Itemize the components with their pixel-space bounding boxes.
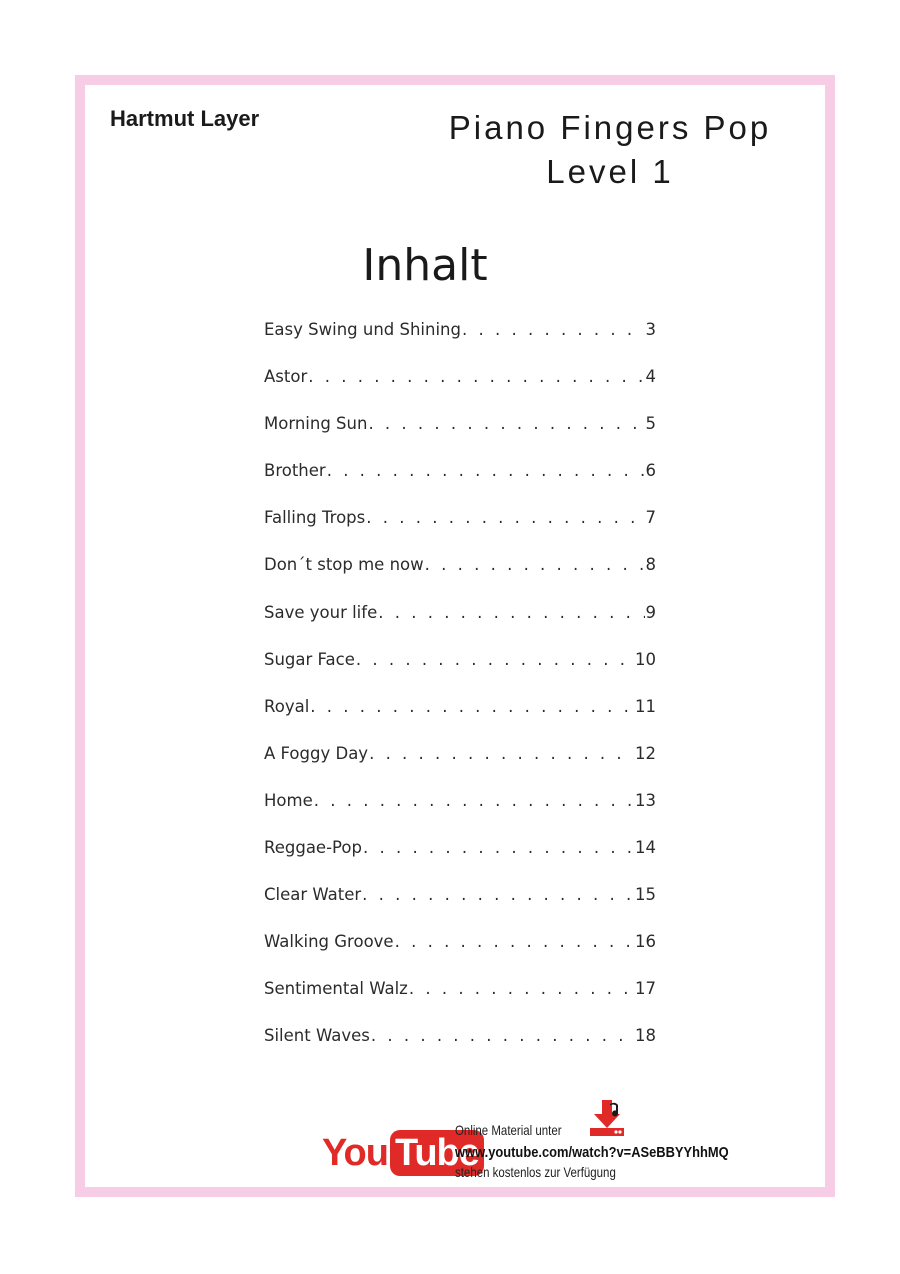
- toc-entry[interactable]: [264, 508, 656, 555]
- leader-dots: [310, 697, 634, 716]
- toc-heading: Inhalt: [362, 240, 488, 291]
- toc-entry-page: 11: [635, 696, 656, 716]
- toc-entry[interactable]: [264, 603, 656, 650]
- online-material-label: Online Material unter: [455, 1122, 562, 1138]
- leader-dots: [366, 508, 644, 527]
- toc-entry[interactable]: [264, 697, 656, 744]
- leader-dots: [362, 885, 634, 904]
- toc-entry-page: 4: [645, 367, 656, 387]
- toc-entry[interactable]: [264, 979, 656, 1026]
- toc-entry-title: Clear Water: [264, 885, 362, 905]
- leader-dots: [327, 461, 645, 480]
- toc-entry-title: Morning Sun: [264, 414, 368, 434]
- toc-entry-page: 9: [645, 602, 656, 622]
- free-availability-note: stehen kostenlos zur Verfügung: [455, 1164, 616, 1180]
- toc-entry-title: Silent Waves: [264, 1026, 370, 1046]
- title-line-2: Level 1: [546, 153, 674, 190]
- leader-dots: [314, 791, 634, 810]
- leader-dots: [308, 367, 644, 386]
- youtube-logo-tube: Tube: [390, 1130, 484, 1176]
- toc-entry[interactable]: [264, 744, 656, 791]
- toc-entry[interactable]: [264, 1026, 656, 1073]
- toc-entry-page: 12: [635, 743, 656, 763]
- toc-entry-title: Walking Groove: [264, 932, 394, 952]
- youtube-url-link[interactable]: www.youtube.com/watch?v=ASeBBYYhhMQ: [455, 1144, 729, 1161]
- toc-entry-title: Astor: [264, 367, 308, 387]
- toc-entry-page: 8: [645, 555, 656, 575]
- title-line-1: Piano Fingers Pop: [448, 109, 772, 146]
- leader-dots: [378, 603, 644, 622]
- toc-entry-page: 15: [635, 885, 656, 905]
- leader-dots: [368, 414, 644, 433]
- toc-entry-page: 3: [645, 320, 656, 339]
- table-of-contents: [264, 320, 656, 1074]
- toc-entry[interactable]: [264, 838, 656, 885]
- leader-dots: [363, 838, 634, 857]
- leader-dots: [369, 744, 634, 763]
- toc-entry[interactable]: [264, 555, 656, 602]
- toc-entry-page: 17: [635, 979, 656, 999]
- toc-entry-title: Home: [264, 790, 313, 810]
- leader-dots: [371, 1026, 634, 1045]
- toc-entry[interactable]: [264, 461, 656, 508]
- toc-entry-page: 14: [635, 838, 656, 858]
- download-icon: [590, 1098, 624, 1138]
- toc-entry-title: Don´t stop me now: [264, 555, 424, 575]
- toc-entry[interactable]: [264, 367, 656, 414]
- toc-entry-title: Reggae-Pop: [264, 838, 362, 858]
- toc-entry-page: 18: [635, 1026, 656, 1046]
- toc-entry[interactable]: [264, 885, 656, 932]
- toc-entry-page: 16: [635, 932, 656, 952]
- leader-dots: [395, 932, 634, 951]
- toc-entry-title: Brother: [264, 461, 326, 481]
- leader-dots: [425, 555, 645, 574]
- toc-entry[interactable]: [264, 414, 656, 461]
- toc-entry-page: 6: [645, 461, 656, 481]
- leader-dots: [356, 650, 634, 669]
- toc-entry[interactable]: [264, 932, 656, 979]
- leader-dots: [409, 979, 634, 998]
- leader-dots: [462, 320, 645, 339]
- toc-entry-title: Sugar Face: [264, 649, 355, 669]
- toc-entry-page: 10: [635, 649, 656, 669]
- toc-entry-page: 13: [635, 790, 656, 810]
- toc-entry[interactable]: [264, 650, 656, 697]
- book-title: [420, 106, 800, 194]
- toc-entry-title: A Foggy Day: [264, 743, 369, 763]
- toc-entry-page: 5: [645, 414, 656, 434]
- author-name: Hartmut Layer: [110, 106, 260, 131]
- toc-entry-title: Easy Swing und Shining: [264, 320, 461, 339]
- toc-entry-title: Sentimental Walz: [264, 979, 408, 999]
- toc-entry-title: Royal: [264, 696, 310, 716]
- toc-entry-title: Save your life: [264, 602, 378, 622]
- toc-entry-title: Falling Trops: [264, 508, 366, 528]
- toc-entry-page: 7: [645, 508, 656, 528]
- toc-entry[interactable]: [264, 791, 656, 838]
- toc-entry[interactable]: [264, 320, 656, 367]
- youtube-logo-you: You: [322, 1131, 388, 1174]
